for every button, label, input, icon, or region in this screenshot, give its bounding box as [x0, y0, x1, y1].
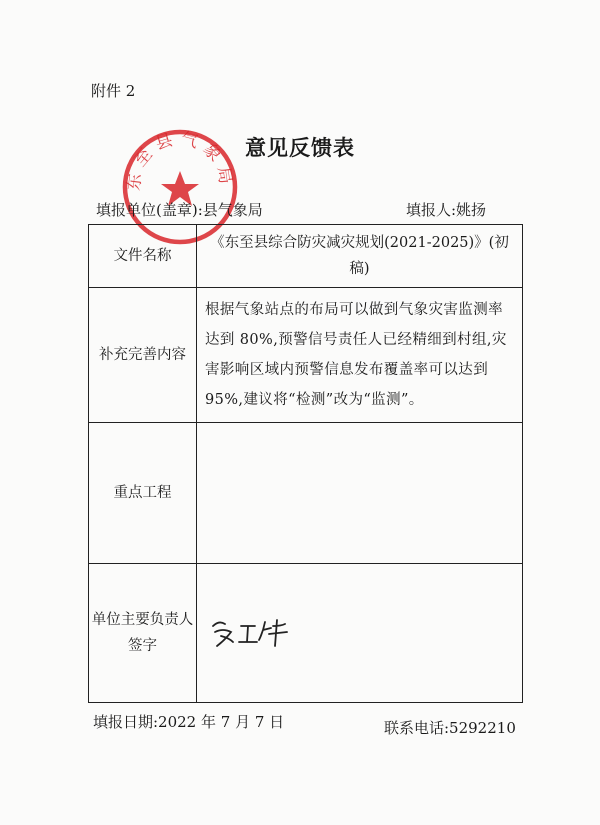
row-label-document-name: 文件名称	[89, 225, 197, 288]
document-name-value: 《东至县综合防灾减灾规划(2021-2025)》(初稿)	[210, 235, 509, 277]
row-label-key-projects: 重点工程	[89, 423, 197, 564]
table-row	[89, 225, 523, 288]
feedback-table	[88, 224, 523, 703]
attachment-label: 附件 2	[91, 82, 136, 100]
svg-text:东至县气象局: 东至县气象局	[124, 128, 237, 192]
table-row	[89, 423, 523, 564]
row-label-supplement: 补充完善内容	[89, 288, 197, 423]
page-title: 意见反馈表	[245, 135, 355, 160]
contact-phone-field: 联系电话:5292210	[384, 719, 516, 737]
supplement-content: 根据气象站点的布局可以做到气象灾害监测率达到 80%,预警信号责任人已经精细到村组,灾害影响区域内预警信息发布覆盖率可以达到 95%,建议将“检测”改为“监测”。	[205, 302, 507, 408]
table-row	[89, 564, 523, 703]
handwritten-signature-icon	[207, 612, 297, 652]
row-label-signature: 单位主要负责人签字	[89, 564, 197, 703]
key-projects-cell	[197, 423, 523, 564]
supplement-cell	[197, 288, 523, 423]
fill-date-field: 填报日期:2022 年 7 月 7 日	[93, 713, 285, 731]
fill-unit-field: 填报单位(盖章):县气象局	[96, 201, 263, 219]
table-row	[89, 288, 523, 423]
document-name-cell	[197, 225, 523, 288]
reporter-field: 填报人:姚扬	[406, 201, 487, 219]
